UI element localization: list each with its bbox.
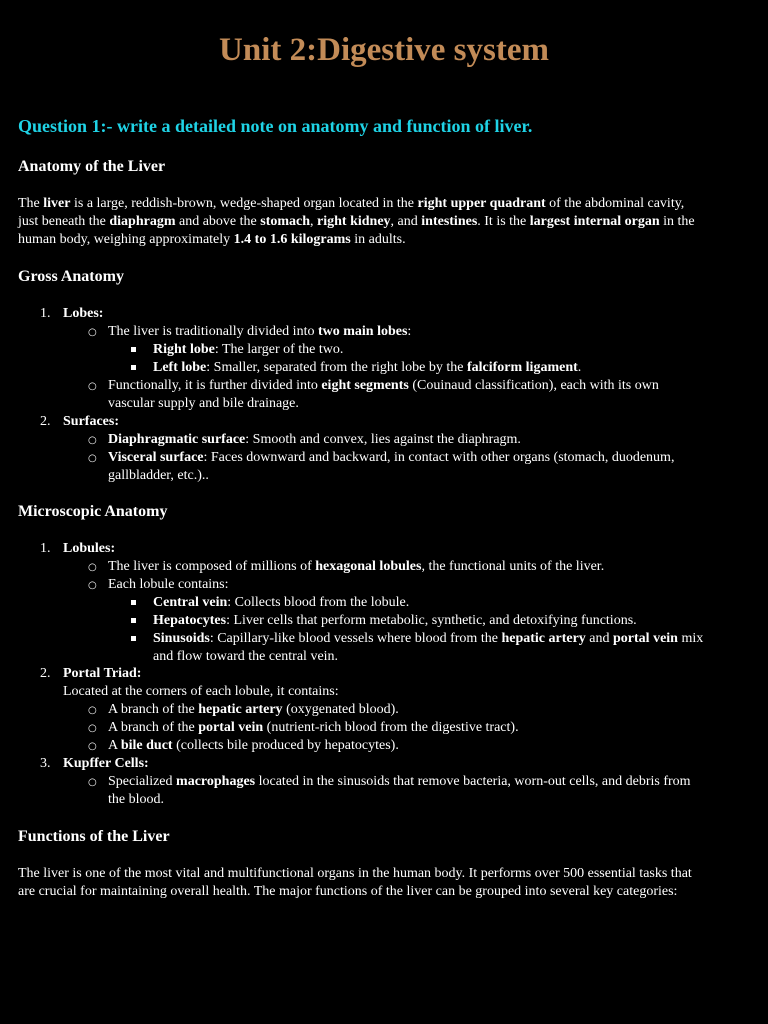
- text-run: in adults.: [350, 232, 406, 247]
- intro-line-3: [18, 231, 406, 249]
- text-run: ,: [310, 214, 318, 229]
- text-run: , the functional units of the liver.: [421, 559, 605, 574]
- bold-text-run: largest internal organ: [529, 214, 660, 229]
- functions-line-2: are crucial for maintaining overall health. The major functions of the liver can be grouped into several key categories:: [18, 884, 678, 899]
- lobules-label: Lobules:: [63, 541, 116, 556]
- hollow-circle-bullet-icon: ○: [88, 327, 97, 338]
- text-run: and above the: [175, 214, 261, 229]
- list-number: 2.: [40, 666, 51, 681]
- text-run: (nutrient-rich blood from the digestive tract).: [263, 720, 519, 735]
- text-run: and: [585, 631, 614, 646]
- page-title: Unit 2:Digestive system: [219, 32, 549, 68]
- hollow-circle-bullet-icon: ○: [88, 723, 97, 734]
- text-run: The liver is traditionally divided into: [108, 324, 318, 339]
- text-run: (oxygenated blood).: [282, 702, 399, 717]
- text-run: :: [407, 324, 412, 339]
- list-item: [153, 341, 343, 359]
- hollow-circle-bullet-icon: ○: [88, 777, 97, 788]
- anatomy-heading: Anatomy of the Liver: [18, 158, 166, 175]
- bold-text-run: Sinusoids: [153, 631, 210, 646]
- hollow-circle-bullet-icon: ○: [88, 562, 97, 573]
- square-bullet-icon: [131, 347, 136, 352]
- bold-text-run: Visceral surface: [108, 450, 204, 465]
- text-run: located in the sinusoids that remove bacteria, worn-out cells, and debris from: [255, 774, 691, 789]
- text-run: of the abdominal cavity,: [545, 196, 685, 211]
- text-run: A branch of the: [108, 720, 199, 735]
- text-run: : Smaller, separated from the right lobe by the: [206, 360, 467, 375]
- list-number: 2.: [40, 414, 51, 429]
- hollow-circle-bullet-icon: ○: [88, 580, 97, 591]
- text-run: (collects bile produced by hepatocytes).: [172, 738, 399, 753]
- bold-text-run: portal vein: [198, 720, 264, 735]
- bold-text-run: portal vein: [613, 631, 678, 646]
- list-item: Each lobule contains:: [108, 577, 229, 592]
- list-item: [108, 719, 519, 737]
- bold-text-run: right kidney: [317, 214, 391, 229]
- bold-text-run: bile duct: [120, 738, 173, 753]
- bold-text-run: hexagonal lobules: [315, 559, 422, 574]
- bold-text-run: hepatic artery: [198, 702, 283, 717]
- bold-text-run: 1.4 to 1.6 kilograms: [233, 232, 351, 247]
- list-item: [108, 737, 399, 755]
- list-number: 1.: [40, 306, 51, 321]
- surfaces-label: Surfaces:: [63, 414, 119, 429]
- list-item: [108, 323, 411, 341]
- square-bullet-icon: [131, 618, 136, 623]
- list-item: [108, 449, 674, 467]
- bold-text-run: diaphragm: [109, 214, 176, 229]
- list-item-continuation: vascular supply and bile drainage.: [108, 396, 299, 411]
- text-run: Functionally, it is further divided into: [108, 378, 322, 393]
- bold-text-run: eight segments: [321, 378, 409, 393]
- bold-text-run: Right lobe: [153, 342, 215, 357]
- question-heading: Question 1:- write a detailed note on anatomy and function of liver.: [18, 116, 533, 136]
- text-run: is a large, reddish-brown, wedge-shaped organ located in the: [70, 196, 418, 211]
- text-run: , and: [390, 214, 422, 229]
- bold-text-run: Diaphragmatic surface: [108, 432, 246, 447]
- bold-text-run: right upper quadrant: [417, 196, 546, 211]
- text-run: in the: [659, 214, 695, 229]
- square-bullet-icon: [131, 365, 136, 370]
- text-run: A branch of the: [108, 702, 199, 717]
- text-run: : Liver cells that perform metabolic, synthetic, and detoxifying functions.: [226, 613, 637, 628]
- list-item: [108, 773, 691, 791]
- text-run: : The larger of the two.: [214, 342, 344, 357]
- hollow-circle-bullet-icon: ○: [88, 705, 97, 716]
- list-number: 3.: [40, 756, 51, 771]
- text-run: Specialized: [108, 774, 177, 789]
- portal-triad-intro: Located at the corners of each lobule, it contains:: [63, 684, 339, 699]
- bold-text-run: intestines: [421, 214, 478, 229]
- lobes-label: Lobes:: [63, 306, 104, 321]
- square-bullet-icon: [131, 636, 136, 641]
- microscopic-anatomy-heading: Microscopic Anatomy: [18, 503, 168, 520]
- bold-text-run: liver: [43, 196, 71, 211]
- text-run: : Capillary-like blood vessels where blood from the: [209, 631, 502, 646]
- list-item: [153, 630, 703, 648]
- text-run: : Faces downward and backward, in contact with other organs (stomach, duodenum,: [203, 450, 675, 465]
- list-item: [108, 431, 521, 449]
- list-item: [153, 359, 581, 377]
- intro-line-2: [18, 213, 695, 231]
- intro-line-1: [18, 195, 684, 213]
- text-run: .: [577, 360, 582, 375]
- gross-anatomy-heading: Gross Anatomy: [18, 268, 124, 285]
- text-run: The: [18, 196, 44, 211]
- bold-text-run: stomach: [260, 214, 311, 229]
- bold-text-run: Hepatocytes: [153, 613, 227, 628]
- bold-text-run: hepatic artery: [501, 631, 586, 646]
- functions-line-1: The liver is one of the most vital and multifunctional organs in the human body. It performs over 500 essential tasks that: [18, 866, 692, 881]
- list-item-continuation: the blood.: [108, 792, 164, 807]
- text-run: human body, weighing approximately: [18, 232, 234, 247]
- list-item-continuation: gallbladder, etc.)..: [108, 468, 209, 483]
- list-item: [153, 594, 409, 612]
- list-item: [108, 701, 399, 719]
- bold-text-run: Left lobe: [153, 360, 207, 375]
- list-number: 1.: [40, 541, 51, 556]
- hollow-circle-bullet-icon: ○: [88, 381, 97, 392]
- portal-triad-label: Portal Triad:: [63, 666, 142, 681]
- text-run: The liver is composed of millions of: [108, 559, 316, 574]
- functions-heading: Functions of the Liver: [18, 828, 170, 845]
- bold-text-run: two main lobes: [317, 324, 408, 339]
- hollow-circle-bullet-icon: ○: [88, 435, 97, 446]
- list-item-continuation: and flow toward the central vein.: [153, 649, 339, 664]
- text-run: A: [108, 738, 121, 753]
- bold-text-run: falciform ligament: [466, 360, 578, 375]
- text-run: mix: [677, 631, 704, 646]
- bold-text-run: macrophages: [176, 774, 256, 789]
- hollow-circle-bullet-icon: ○: [88, 741, 97, 752]
- kupffer-cells-label: Kupffer Cells:: [63, 756, 149, 771]
- text-run: : Collects blood from the lobule.: [227, 595, 410, 610]
- hollow-circle-bullet-icon: ○: [88, 453, 97, 464]
- text-run: . It is the: [477, 214, 530, 229]
- list-item: [153, 612, 637, 630]
- text-run: (Couinaud classification), each with its own: [408, 378, 659, 393]
- text-run: just beneath the: [18, 214, 110, 229]
- bold-text-run: Central vein: [153, 595, 228, 610]
- list-item: [108, 377, 659, 395]
- square-bullet-icon: [131, 600, 136, 605]
- text-run: : Smooth and convex, lies against the diaphragm.: [245, 432, 521, 447]
- list-item: [108, 558, 604, 576]
